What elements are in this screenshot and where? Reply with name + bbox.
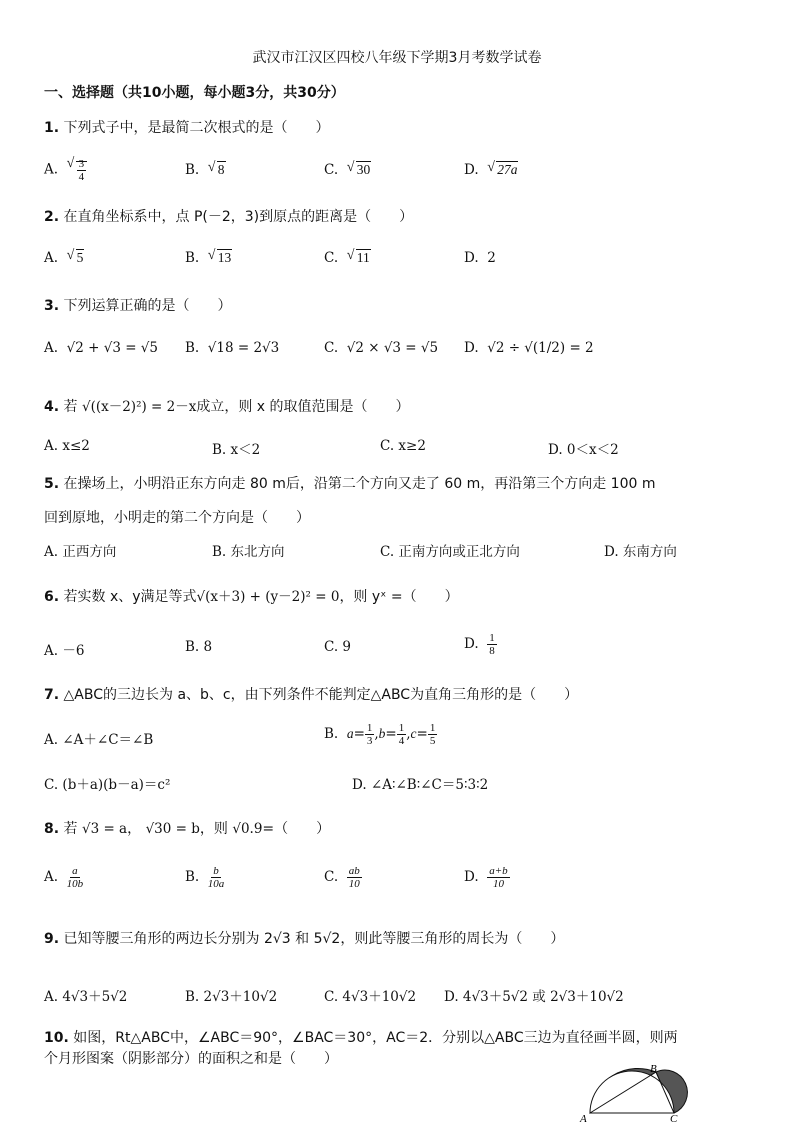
q5-option-b: B. 东北方向: [212, 544, 285, 560]
q7-option-b: B. a= $\frac{1}{3}$ ,b= $\frac{1}{4}$ ,c= $\frac{1}{5}$: [324, 722, 436, 747]
question-4: 4. 若 √((x－2)²) = 2－x成立，则 x 的取值范围是（ ）: [44, 399, 410, 415]
q9-option-d: D. 4√3＋5√2 或 2√3＋10√2: [444, 989, 624, 1005]
question-3: 3. 下列运算正确的是（ ）: [44, 298, 232, 314]
q2-option-d: D. 2: [464, 250, 496, 266]
lune-figure: [578, 1060, 698, 1123]
question-1: 1. 下列式子中，是最简二次根式的是（ ）: [44, 120, 330, 136]
q3-option-d: D. √2 ÷ √(1/2) = 2: [464, 340, 594, 356]
q9-option-c: C. 4√3＋10√2: [324, 989, 417, 1005]
section-heading: 一、选择题（共10小题，每小题3分，共30分）: [44, 85, 345, 101]
label-c: C: [670, 1113, 678, 1123]
q3-option-a: A. √2 + √3 = √5: [44, 340, 158, 356]
q7-option-d: D. ∠A∶∠B∶∠C＝5∶3∶2: [352, 777, 489, 793]
q4-option-b: B. x＜2: [212, 442, 261, 458]
q9-option-b: B. 2√3＋10√2: [185, 989, 278, 1005]
q8-option-a: A. $\frac{a}{10b}$: [44, 865, 84, 890]
question-6: 6. 若实数 x、y满足等式√(x＋3) + (y－2)² = 0，则 yˣ =（ ）: [44, 589, 459, 605]
q4-option-a: A. x≤2: [44, 438, 90, 454]
q5-option-c: C. 正南方向或正北方向: [380, 544, 520, 560]
q2-option-c: C. √ 11: [324, 250, 371, 266]
q6-option-b: B. 8: [185, 639, 213, 655]
question-10: 10. 如图，Rt△ABC中，∠ABC＝90°，∠BAC＝30°，AC＝2．分别以△ABC三边为直径画半圆，则两: [44, 1030, 678, 1046]
q4-option-c: C. x≥2: [380, 438, 426, 454]
q5-option-a: A. 正西方向: [44, 544, 117, 560]
question-8: 8. 若 √3 = a， √30 = b，则 √0.9=（ ）: [44, 821, 331, 837]
q1-option-d: D. √ 27a: [464, 162, 518, 178]
label-a: A: [580, 1113, 587, 1123]
q1-option-a: A. √ $\frac{3}{4}$: [44, 158, 87, 183]
q7-option-a: A. ∠A＋∠C＝∠B: [44, 732, 154, 748]
q3-option-c: C. √2 × √3 = √5: [324, 340, 439, 356]
q8-option-c: C. $\frac{ab}{10}$: [324, 865, 360, 890]
q9-option-a: A. 4√3＋5√2: [44, 989, 128, 1005]
q6-option-a: A. －6: [44, 643, 85, 659]
q6-option-d: D. $\frac{1}{8}$: [464, 632, 495, 657]
q7-option-c: C. (b＋a)(b－a)＝c²: [44, 777, 171, 793]
q2-option-a: A. √ 5: [44, 250, 84, 266]
q5-option-d: D. 东南方向: [604, 544, 677, 560]
q2-option-b: B. √ 13: [185, 250, 232, 266]
question-9: 9. 已知等腰三角形的两边长分别为 2√3 和 5√2，则此等腰三角形的周长为（ ）: [44, 931, 565, 947]
q3-option-b: B. √18 = 2√3: [185, 340, 280, 356]
question-7: 7. △ABC的三边长为 a、b、c，由下列条件不能判定△ABC为直角三角形的是（ ）: [44, 687, 579, 703]
q4-option-d: D. 0＜x＜2: [548, 442, 619, 458]
q8-option-d: D. $\frac{a+b}{10}$: [464, 865, 508, 890]
question-10-line2: 个月形图案（阴影部分）的面积之和是（ ）: [44, 1051, 338, 1067]
label-b: B: [650, 1063, 657, 1075]
question-5: 5. 在操场上，小明沿正东方向走 80 m后，沿第二个方向又走了 60 m，再沿第三个方向走 100 m: [44, 476, 656, 492]
q1-option-c: C. √ 30: [324, 162, 371, 178]
question-5-line2: 回到原地，小明走的第二个方向是（ ）: [44, 510, 310, 526]
question-2: 2. 在直角坐标系中，点 P(－2，3)到原点的距离是（ ）: [44, 209, 414, 225]
q1-option-b: B. √ 8: [185, 162, 226, 178]
q6-option-c: C. 9: [324, 639, 352, 655]
q8-option-b: B. $\frac{b}{10a}$: [185, 865, 225, 890]
paper-title: 武汉市江汉区四校八年级下学期3月考数学试卷: [252, 50, 542, 66]
